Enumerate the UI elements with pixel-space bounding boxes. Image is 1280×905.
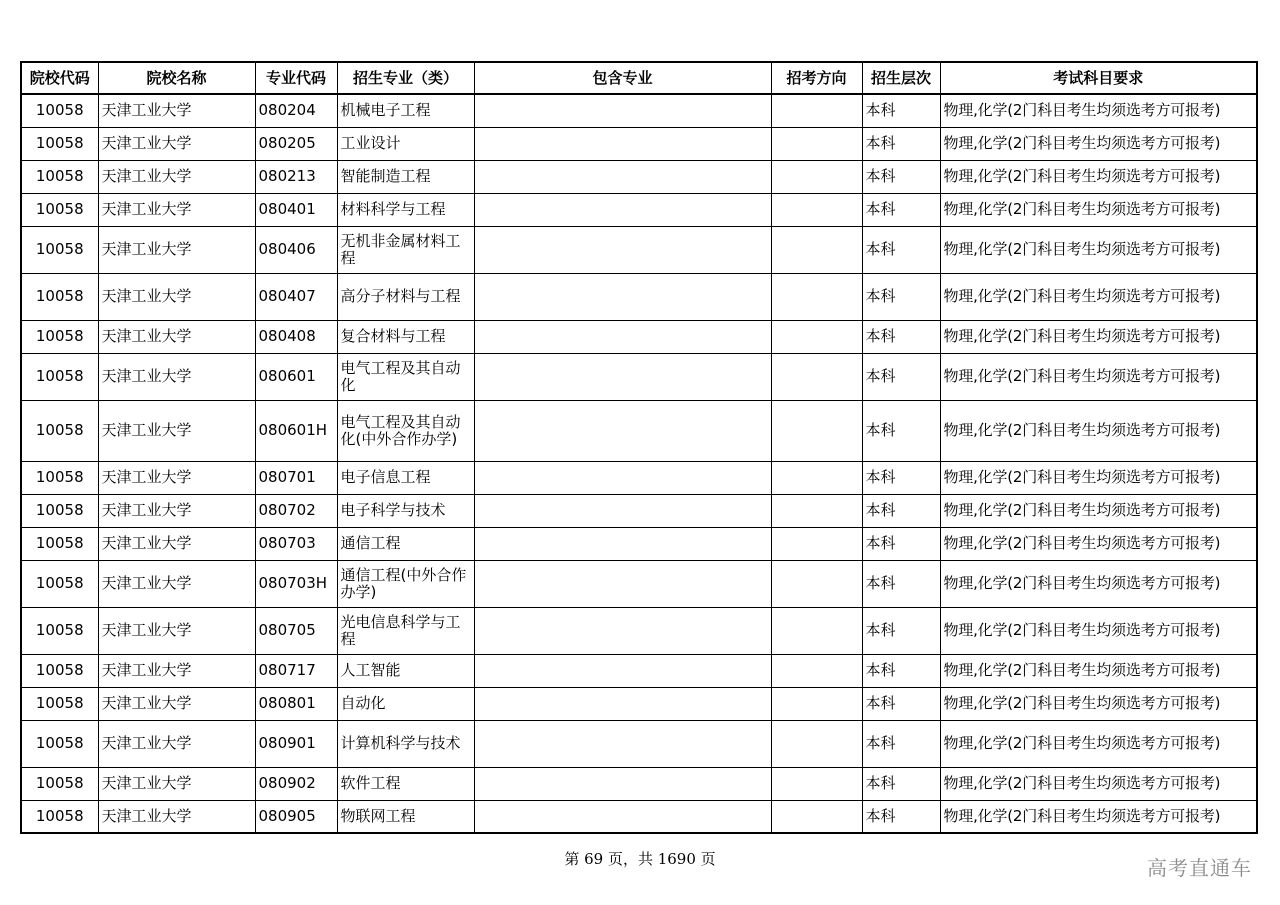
cell-school-name: 天津工业大学 bbox=[98, 127, 255, 160]
cell-major-code: 080705 bbox=[255, 607, 337, 654]
cell-includes bbox=[474, 720, 771, 767]
cell-major: 自动化 bbox=[337, 687, 474, 720]
cell-school-code: 10058 bbox=[21, 720, 98, 767]
cell-major-code: 080703H bbox=[255, 560, 337, 607]
cell-includes bbox=[474, 494, 771, 527]
cell-major: 电气工程及其自动化(中外合作办学) bbox=[337, 400, 474, 461]
cell-includes bbox=[474, 160, 771, 193]
cell-major-code: 080601H bbox=[255, 400, 337, 461]
table-row bbox=[21, 193, 1257, 226]
cell-school-name: 天津工业大学 bbox=[98, 560, 255, 607]
cell-major: 机械电子工程 bbox=[337, 94, 474, 127]
cell-major-code: 080406 bbox=[255, 226, 337, 273]
cell-level: 本科 bbox=[862, 193, 940, 226]
cell-school-code: 10058 bbox=[21, 560, 98, 607]
cell-includes bbox=[474, 400, 771, 461]
cell-direction bbox=[771, 353, 862, 400]
cell-major-code: 080601 bbox=[255, 353, 337, 400]
cell-direction bbox=[771, 160, 862, 193]
cell-major: 电子科学与技术 bbox=[337, 494, 474, 527]
table-row bbox=[21, 461, 1257, 494]
table-row bbox=[21, 127, 1257, 160]
cell-subjects: 物理,化学(2门科目考生均须选考方可报考) bbox=[940, 560, 1257, 607]
cell-includes bbox=[474, 193, 771, 226]
header-major: 招生专业（类） bbox=[337, 62, 474, 94]
header-includes: 包含专业 bbox=[474, 62, 771, 94]
cell-major: 物联网工程 bbox=[337, 800, 474, 833]
cell-includes bbox=[474, 461, 771, 494]
cell-includes bbox=[474, 767, 771, 800]
cell-includes bbox=[474, 226, 771, 273]
table-row bbox=[21, 160, 1257, 193]
cell-school-code: 10058 bbox=[21, 320, 98, 353]
cell-major: 材料科学与工程 bbox=[337, 193, 474, 226]
cell-subjects: 物理,化学(2门科目考生均须选考方可报考) bbox=[940, 720, 1257, 767]
cell-school-code: 10058 bbox=[21, 94, 98, 127]
cell-subjects: 物理,化学(2门科目考生均须选考方可报考) bbox=[940, 353, 1257, 400]
cell-school-code: 10058 bbox=[21, 127, 98, 160]
cell-school-name: 天津工业大学 bbox=[98, 226, 255, 273]
cell-major: 软件工程 bbox=[337, 767, 474, 800]
cell-major: 复合材料与工程 bbox=[337, 320, 474, 353]
cell-school-code: 10058 bbox=[21, 607, 98, 654]
cell-level: 本科 bbox=[862, 226, 940, 273]
cell-direction bbox=[771, 226, 862, 273]
cell-subjects: 物理,化学(2门科目考生均须选考方可报考) bbox=[940, 94, 1257, 127]
cell-school-name: 天津工业大学 bbox=[98, 353, 255, 400]
table-row bbox=[21, 720, 1257, 767]
cell-major: 电气工程及其自动化 bbox=[337, 353, 474, 400]
cell-includes bbox=[474, 527, 771, 560]
cell-subjects: 物理,化学(2门科目考生均须选考方可报考) bbox=[940, 461, 1257, 494]
cell-school-name: 天津工业大学 bbox=[98, 320, 255, 353]
cell-includes bbox=[474, 127, 771, 160]
header-school-code: 院校代码 bbox=[21, 62, 98, 94]
cell-major: 通信工程(中外合作办学) bbox=[337, 560, 474, 607]
cell-school-code: 10058 bbox=[21, 767, 98, 800]
cell-level: 本科 bbox=[862, 273, 940, 320]
cell-direction bbox=[771, 400, 862, 461]
cell-major: 人工智能 bbox=[337, 654, 474, 687]
table-row bbox=[21, 800, 1257, 833]
cell-subjects: 物理,化学(2门科目考生均须选考方可报考) bbox=[940, 320, 1257, 353]
cell-direction bbox=[771, 527, 862, 560]
cell-major: 高分子材料与工程 bbox=[337, 273, 474, 320]
cell-direction bbox=[771, 127, 862, 160]
header-subjects: 考试科目要求 bbox=[940, 62, 1257, 94]
cell-includes bbox=[474, 654, 771, 687]
cell-level: 本科 bbox=[862, 687, 940, 720]
cell-major-code: 080205 bbox=[255, 127, 337, 160]
table-row bbox=[21, 226, 1257, 273]
cell-direction bbox=[771, 494, 862, 527]
cell-subjects: 物理,化学(2门科目考生均须选考方可报考) bbox=[940, 654, 1257, 687]
cell-school-name: 天津工业大学 bbox=[98, 687, 255, 720]
header-row bbox=[21, 62, 1257, 94]
cell-school-code: 10058 bbox=[21, 654, 98, 687]
cell-school-code: 10058 bbox=[21, 353, 98, 400]
cell-level: 本科 bbox=[862, 767, 940, 800]
cell-school-code: 10058 bbox=[21, 494, 98, 527]
cell-subjects: 物理,化学(2门科目考生均须选考方可报考) bbox=[940, 494, 1257, 527]
cell-major-code: 080213 bbox=[255, 160, 337, 193]
cell-major-code: 080801 bbox=[255, 687, 337, 720]
cell-includes bbox=[474, 560, 771, 607]
cell-direction bbox=[771, 193, 862, 226]
table-header bbox=[21, 62, 1257, 94]
cell-level: 本科 bbox=[862, 607, 940, 654]
table-row bbox=[21, 400, 1257, 461]
cell-school-code: 10058 bbox=[21, 273, 98, 320]
cell-direction bbox=[771, 320, 862, 353]
cell-school-code: 10058 bbox=[21, 400, 98, 461]
cell-major-code: 080401 bbox=[255, 193, 337, 226]
cell-major: 智能制造工程 bbox=[337, 160, 474, 193]
cell-subjects: 物理,化学(2门科目考生均须选考方可报考) bbox=[940, 767, 1257, 800]
table-row bbox=[21, 353, 1257, 400]
cell-school-code: 10058 bbox=[21, 527, 98, 560]
cell-major: 计算机科学与技术 bbox=[337, 720, 474, 767]
table-row bbox=[21, 607, 1257, 654]
cell-school-name: 天津工业大学 bbox=[98, 94, 255, 127]
cell-major-code: 080902 bbox=[255, 767, 337, 800]
table-row bbox=[21, 494, 1257, 527]
cell-level: 本科 bbox=[862, 527, 940, 560]
cell-school-code: 10058 bbox=[21, 800, 98, 833]
header-school-name: 院校名称 bbox=[98, 62, 255, 94]
cell-includes bbox=[474, 607, 771, 654]
cell-includes bbox=[474, 273, 771, 320]
cell-subjects: 物理,化学(2门科目考生均须选考方可报考) bbox=[940, 127, 1257, 160]
cell-subjects: 物理,化学(2门科目考生均须选考方可报考) bbox=[940, 160, 1257, 193]
cell-includes bbox=[474, 320, 771, 353]
cell-level: 本科 bbox=[862, 654, 940, 687]
cell-level: 本科 bbox=[862, 353, 940, 400]
cell-school-name: 天津工业大学 bbox=[98, 494, 255, 527]
cell-school-name: 天津工业大学 bbox=[98, 273, 255, 320]
cell-major-code: 080408 bbox=[255, 320, 337, 353]
cell-school-name: 天津工业大学 bbox=[98, 767, 255, 800]
cell-level: 本科 bbox=[862, 160, 940, 193]
cell-major: 电子信息工程 bbox=[337, 461, 474, 494]
table-row bbox=[21, 654, 1257, 687]
cell-includes bbox=[474, 353, 771, 400]
cell-major-code: 080701 bbox=[255, 461, 337, 494]
cell-direction bbox=[771, 654, 862, 687]
header-direction: 招考方向 bbox=[771, 62, 862, 94]
cell-school-code: 10058 bbox=[21, 193, 98, 226]
admissions-table bbox=[20, 61, 1258, 834]
cell-subjects: 物理,化学(2门科目考生均须选考方可报考) bbox=[940, 273, 1257, 320]
cell-level: 本科 bbox=[862, 127, 940, 160]
table-row bbox=[21, 94, 1257, 127]
cell-subjects: 物理,化学(2门科目考生均须选考方可报考) bbox=[940, 193, 1257, 226]
cell-direction bbox=[771, 687, 862, 720]
cell-includes bbox=[474, 94, 771, 127]
cell-direction bbox=[771, 800, 862, 833]
cell-major: 光电信息科学与工程 bbox=[337, 607, 474, 654]
cell-level: 本科 bbox=[862, 494, 940, 527]
cell-subjects: 物理,化学(2门科目考生均须选考方可报考) bbox=[940, 226, 1257, 273]
cell-school-name: 天津工业大学 bbox=[98, 400, 255, 461]
cell-level: 本科 bbox=[862, 800, 940, 833]
cell-subjects: 物理,化学(2门科目考生均须选考方可报考) bbox=[940, 800, 1257, 833]
cell-school-code: 10058 bbox=[21, 226, 98, 273]
cell-school-name: 天津工业大学 bbox=[98, 461, 255, 494]
cell-includes bbox=[474, 687, 771, 720]
cell-level: 本科 bbox=[862, 720, 940, 767]
table-row bbox=[21, 767, 1257, 800]
cell-major-code: 080717 bbox=[255, 654, 337, 687]
table-row bbox=[21, 527, 1257, 560]
cell-major-code: 080702 bbox=[255, 494, 337, 527]
page-number: 第 69 页，共 1690 页 bbox=[564, 850, 716, 868]
cell-school-code: 10058 bbox=[21, 160, 98, 193]
cell-school-name: 天津工业大学 bbox=[98, 654, 255, 687]
cell-direction bbox=[771, 94, 862, 127]
cell-school-name: 天津工业大学 bbox=[98, 160, 255, 193]
cell-direction bbox=[771, 560, 862, 607]
cell-major-code: 080703 bbox=[255, 527, 337, 560]
cell-level: 本科 bbox=[862, 461, 940, 494]
cell-school-name: 天津工业大学 bbox=[98, 607, 255, 654]
cell-major-code: 080905 bbox=[255, 800, 337, 833]
table-row bbox=[21, 560, 1257, 607]
cell-major: 无机非金属材料工程 bbox=[337, 226, 474, 273]
cell-school-name: 天津工业大学 bbox=[98, 800, 255, 833]
cell-major: 通信工程 bbox=[337, 527, 474, 560]
cell-level: 本科 bbox=[862, 94, 940, 127]
table-body bbox=[21, 94, 1257, 833]
table-row bbox=[21, 273, 1257, 320]
header-major-code: 专业代码 bbox=[255, 62, 337, 94]
cell-school-name: 天津工业大学 bbox=[98, 527, 255, 560]
cell-school-code: 10058 bbox=[21, 687, 98, 720]
cell-major: 工业设计 bbox=[337, 127, 474, 160]
cell-direction bbox=[771, 720, 862, 767]
cell-school-name: 天津工业大学 bbox=[98, 720, 255, 767]
cell-direction bbox=[771, 607, 862, 654]
cell-major-code: 080407 bbox=[255, 273, 337, 320]
cell-subjects: 物理,化学(2门科目考生均须选考方可报考) bbox=[940, 687, 1257, 720]
table-row bbox=[21, 687, 1257, 720]
cell-school-name: 天津工业大学 bbox=[98, 193, 255, 226]
cell-subjects: 物理,化学(2门科目考生均须选考方可报考) bbox=[940, 400, 1257, 461]
header-level: 招生层次 bbox=[862, 62, 940, 94]
cell-subjects: 物理,化学(2门科目考生均须选考方可报考) bbox=[940, 527, 1257, 560]
cell-direction bbox=[771, 273, 862, 320]
cell-level: 本科 bbox=[862, 320, 940, 353]
cell-school-code: 10058 bbox=[21, 461, 98, 494]
cell-subjects: 物理,化学(2门科目考生均须选考方可报考) bbox=[940, 607, 1257, 654]
cell-major-code: 080901 bbox=[255, 720, 337, 767]
table-row bbox=[21, 320, 1257, 353]
cell-direction bbox=[771, 767, 862, 800]
cell-level: 本科 bbox=[862, 400, 940, 461]
watermark-text: 高考直通车 bbox=[1147, 856, 1252, 880]
cell-major-code: 080204 bbox=[255, 94, 337, 127]
cell-includes bbox=[474, 800, 771, 833]
cell-direction bbox=[771, 461, 862, 494]
cell-level: 本科 bbox=[862, 560, 940, 607]
